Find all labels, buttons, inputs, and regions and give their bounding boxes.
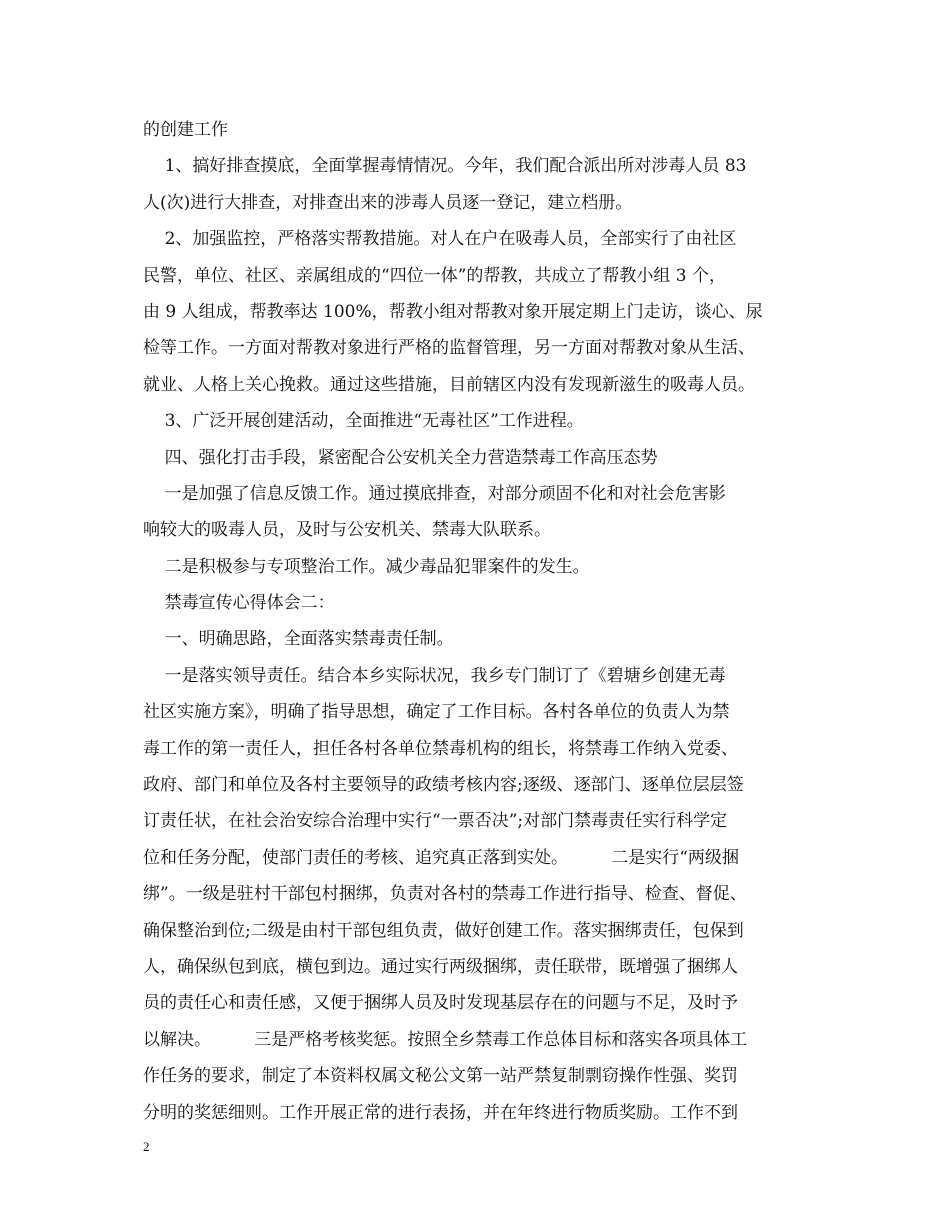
text-line: 一是加强了信息反馈工作。通过摸底排查，对部分顽固不化和对社会危害影 — [143, 483, 726, 504]
text-line: 由 9 人组成，帮教率达 100%，帮教小组对帮教对象开展定期上门走访，谈心、尿 — [143, 301, 763, 322]
section-heading: 一、明确思路，全面落实禁毒责任制。 — [143, 629, 454, 650]
text-line: 1、搞好排查摸底，全面掌握毒情情况。今年，我们配合派出所对涉毒人员 83 — [143, 156, 747, 177]
page-number: 2 — [143, 1139, 150, 1154]
text-line: 就业、人格上关心挽救。通过这些措施，目前辖区内没有发现新滋生的吸毒人员。 — [143, 374, 755, 395]
text-line: 人(次)进行大排查，对排查出来的涉毒人员逐一登记，建立档册。 — [143, 192, 633, 213]
section-heading: 禁毒宣传心得体会二： — [143, 593, 335, 614]
text-line: 一是落实领导责任。结合本乡实际状况，我乡专门制订了《碧塘乡创建无毒 — [143, 665, 726, 686]
body-text — [143, 112, 833, 1131]
text-line: 2、加强监控，严格落实帮教措施。对人在户在吸毒人员，全部实行了由社区 — [143, 229, 737, 250]
text-line: 检等工作。一方面对帮教对象进行严格的监督管理，另一方面对帮教对象从生活、 — [143, 338, 755, 359]
text-line: 人，确保纵包到底，横包到边。通过实行两级捆绑，责任联带，既增强了捆绑人 — [143, 956, 738, 977]
text-line: 的创建工作 — [143, 120, 228, 140]
text-line: 作任务的要求，制定了本资料权属文秘公文第一站严禁复制剽窃操作性强、奖罚 — [143, 1066, 738, 1087]
text-line: 社区实施方案》，明确了指导思想，确定了工作目标。各村各单位的负责人为禁 — [143, 702, 730, 723]
text-line: 员的责任心和责任感，又便于捆绑人员及时发现基层存在的问题与不足，及时予 — [143, 993, 738, 1014]
text-line: 分明的奖惩细则。工作开展正常的进行表扬，并在年终进行物质奖励。工作不到 — [143, 1102, 738, 1123]
text-line: 确保整治到位;二级是由村干部包组负责，做好创建工作。落实捆绑责任，包保到 — [143, 920, 744, 941]
section-heading: 四、强化打击手段，紧密配合公安机关全力营造禁毒工作高压态势 — [143, 447, 658, 468]
text-line: 民警，单位、社区、亲属组成的“四位一体”的帮教，共成立了帮教小组 3 个， — [143, 265, 727, 286]
text-line: 毒工作的第一责任人，担任各村各单位禁毒机构的组长，将禁毒工作纳入党委、 — [143, 738, 738, 759]
text-line: 位和任务分配，使部门责任的考核、追究真正落到实处。 二是实行“两级捆 — [143, 847, 739, 868]
text-line: 政府、部门和单位及各村主要领导的政绩考核内容;逐级、逐部门、逐单位层层签 — [143, 775, 744, 796]
text-line: 响较大的吸毒人员，及时与公安机关、禁毒大队联系。 — [143, 520, 551, 541]
text-line: 以解决。 三是严格考核奖惩。按照全乡禁毒工作总体目标和落实各项具体工 — [143, 1029, 748, 1050]
text-line: 3、广泛开展创建活动，全面推进“无毒社区”工作进程。 — [143, 411, 584, 432]
text-line: 二是积极参与专项整治工作。减少毒品犯罪案件的发生。 — [143, 556, 590, 577]
text-line: 订责任状，在社会治安综合治理中实行“一票否决”;对部门禁毒责任实行科学定 — [143, 811, 728, 832]
text-line: 绑”。一级是驻村干部包村捆绑，负责对各村的禁毒工作进行指导、检查、督促、 — [143, 884, 747, 905]
